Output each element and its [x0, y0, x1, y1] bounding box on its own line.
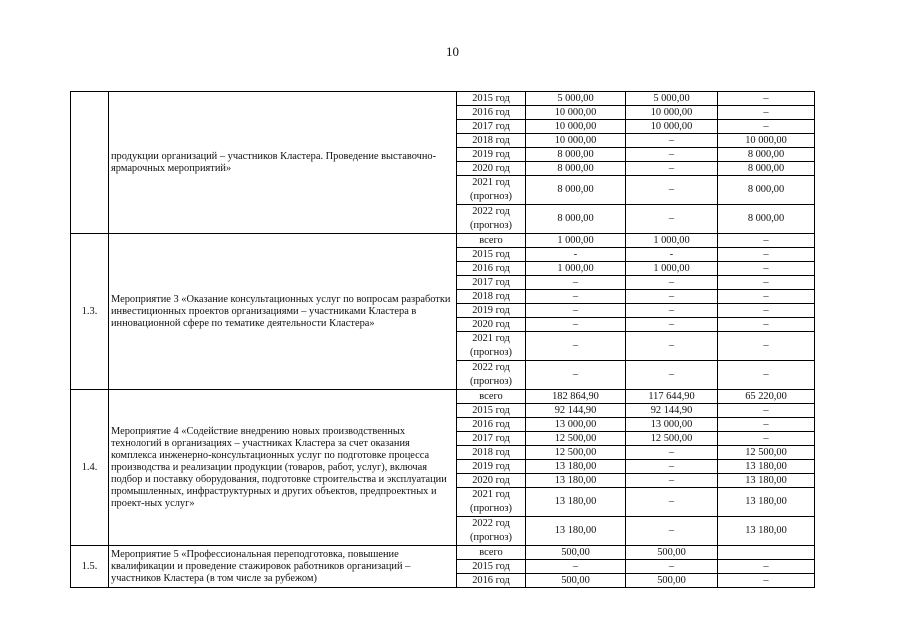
period-cell: 2016 год — [457, 574, 526, 588]
regional-amount-cell: – — [718, 92, 815, 106]
table-row — [71, 92, 815, 106]
total-amount-cell: 12 500,00 — [526, 446, 626, 460]
federal-amount-cell: 12 500,00 — [626, 432, 718, 446]
regional-amount-cell: – — [718, 318, 815, 332]
federal-amount-cell: 1 000,00 — [626, 262, 718, 276]
total-amount-cell: 8 000,00 — [526, 148, 626, 162]
regional-amount-cell — [718, 546, 815, 560]
regional-amount-cell: 13 180,00 — [718, 460, 815, 474]
page-number: 10 — [446, 44, 459, 59]
federal-amount-cell: 92 144,90 — [626, 404, 718, 418]
federal-amount-cell: 500,00 — [626, 546, 718, 560]
federal-amount-cell: - — [626, 248, 718, 262]
period-cell: 2017 год — [457, 432, 526, 446]
period-cell: всего — [457, 546, 526, 560]
federal-amount-cell: – — [626, 332, 718, 361]
total-amount-cell: 10 000,00 — [526, 134, 626, 148]
total-amount-cell: – — [526, 318, 626, 332]
total-amount-cell: 8 000,00 — [526, 162, 626, 176]
total-amount-cell: 8 000,00 — [526, 205, 626, 234]
period-cell: 2019 год — [457, 304, 526, 318]
federal-amount-cell: – — [626, 517, 718, 546]
total-amount-cell: 10 000,00 — [526, 106, 626, 120]
federal-amount-cell: – — [626, 318, 718, 332]
federal-amount-cell: 10 000,00 — [626, 106, 718, 120]
regional-amount-cell: – — [718, 290, 815, 304]
federal-amount-cell: 5 000,00 — [626, 92, 718, 106]
federal-amount-cell: – — [626, 162, 718, 176]
section-description: Мероприятие 4 «Содействие внедрению новых производственных технологий в организациях – участниках Кластера за счет оказания комплекса инженерно-консультационных услуг по подготовке процесса производства и реализации продукции (товаров, работ, услуг), включая подбор и поставку оборудования, подготовке строительства и эксплуатации промышленных, инфраструктурных и других объектов, предпроектных и проект-ных услуг» — [109, 390, 457, 546]
table-row — [71, 234, 815, 248]
period-cell: 2017 год — [457, 120, 526, 134]
regional-amount-cell: 13 180,00 — [718, 474, 815, 488]
federal-amount-cell: – — [626, 304, 718, 318]
period-cell: 2015 год — [457, 560, 526, 574]
regional-amount-cell: 12 500,00 — [718, 446, 815, 460]
total-amount-cell: 13 180,00 — [526, 517, 626, 546]
regional-amount-cell: 8 000,00 — [718, 162, 815, 176]
regional-amount-cell: – — [718, 106, 815, 120]
regional-amount-cell: – — [718, 404, 815, 418]
federal-amount-cell: 117 644,90 — [626, 390, 718, 404]
period-cell: 2021 год (прогноз) — [457, 332, 526, 361]
total-amount-cell: 5 000,00 — [526, 92, 626, 106]
period-cell: всего — [457, 234, 526, 248]
regional-amount-cell: 8 000,00 — [718, 176, 815, 205]
federal-amount-cell: – — [626, 560, 718, 574]
regional-amount-cell: – — [718, 234, 815, 248]
total-amount-cell: – — [526, 361, 626, 390]
regional-amount-cell: 10 000,00 — [718, 134, 815, 148]
section-number: 1.4. — [71, 390, 109, 546]
period-cell: 2016 год — [457, 418, 526, 432]
federal-amount-cell: – — [626, 276, 718, 290]
federal-amount-cell: 500,00 — [626, 574, 718, 588]
period-cell: 2016 год — [457, 262, 526, 276]
total-amount-cell: – — [526, 290, 626, 304]
federal-amount-cell: – — [626, 488, 718, 517]
regional-amount-cell: 8 000,00 — [718, 148, 815, 162]
regional-amount-cell: – — [718, 248, 815, 262]
regional-amount-cell: – — [718, 418, 815, 432]
total-amount-cell: 500,00 — [526, 574, 626, 588]
regional-amount-cell: – — [718, 361, 815, 390]
period-cell: 2022 год (прогноз) — [457, 517, 526, 546]
total-amount-cell: 500,00 — [526, 546, 626, 560]
total-amount-cell: 12 500,00 — [526, 432, 626, 446]
total-amount-cell: 13 000,00 — [526, 418, 626, 432]
federal-amount-cell: 13 000,00 — [626, 418, 718, 432]
period-cell: 2019 год — [457, 148, 526, 162]
total-amount-cell: 182 864,90 — [526, 390, 626, 404]
total-amount-cell: – — [526, 332, 626, 361]
section-description: продукции организаций – участников Кластера. Проведение выставочно-ярмарочных мероприятий» — [109, 92, 457, 234]
total-amount-cell: 1 000,00 — [526, 262, 626, 276]
funding-table — [70, 91, 815, 588]
total-amount-cell: 10 000,00 — [526, 120, 626, 134]
table-row — [71, 546, 815, 560]
period-cell: 2016 год — [457, 106, 526, 120]
federal-amount-cell: – — [626, 361, 718, 390]
period-cell: 2020 год — [457, 162, 526, 176]
period-cell: 2018 год — [457, 134, 526, 148]
period-cell: всего — [457, 390, 526, 404]
table-row — [71, 390, 815, 404]
period-cell: 2018 год — [457, 290, 526, 304]
regional-amount-cell: – — [718, 120, 815, 134]
period-cell: 2017 год — [457, 276, 526, 290]
federal-amount-cell: – — [626, 148, 718, 162]
federal-amount-cell: – — [626, 474, 718, 488]
regional-amount-cell: – — [718, 332, 815, 361]
total-amount-cell: 13 180,00 — [526, 474, 626, 488]
period-cell: 2022 год (прогноз) — [457, 361, 526, 390]
federal-amount-cell: 10 000,00 — [626, 120, 718, 134]
section-number — [71, 92, 109, 234]
regional-amount-cell: 13 180,00 — [718, 517, 815, 546]
regional-amount-cell: 13 180,00 — [718, 488, 815, 517]
total-amount-cell: 8 000,00 — [526, 176, 626, 205]
period-cell: 2018 год — [457, 446, 526, 460]
federal-amount-cell: – — [626, 446, 718, 460]
period-cell: 2020 год — [457, 474, 526, 488]
section-description: Мероприятие 5 «Профессиональная переподготовка, повышение квалификации и проведение стажировок работников организаций – участников Кластера (в том числе за рубежом) — [109, 546, 457, 588]
regional-amount-cell: 65 220,00 — [718, 390, 815, 404]
regional-amount-cell: – — [718, 432, 815, 446]
federal-amount-cell: – — [626, 205, 718, 234]
section-description: Мероприятие 3 «Оказание консультационных услуг по вопросам разработки инвестиционных проектов организациями – участниками Кластера в инновационной сфере по тематике деятельности Кластера» — [109, 234, 457, 390]
total-amount-cell: - — [526, 248, 626, 262]
period-cell: 2021 год (прогноз) — [457, 488, 526, 517]
period-cell: 2015 год — [457, 92, 526, 106]
period-cell: 2015 год — [457, 404, 526, 418]
regional-amount-cell: – — [718, 262, 815, 276]
regional-amount-cell: – — [718, 276, 815, 290]
regional-amount-cell: – — [718, 304, 815, 318]
total-amount-cell: – — [526, 560, 626, 574]
federal-amount-cell: 1 000,00 — [626, 234, 718, 248]
total-amount-cell: – — [526, 304, 626, 318]
total-amount-cell: 13 180,00 — [526, 460, 626, 474]
regional-amount-cell: 8 000,00 — [718, 205, 815, 234]
federal-amount-cell: – — [626, 134, 718, 148]
federal-amount-cell: – — [626, 176, 718, 205]
total-amount-cell: 1 000,00 — [526, 234, 626, 248]
period-cell: 2019 год — [457, 460, 526, 474]
total-amount-cell: 92 144,90 — [526, 404, 626, 418]
total-amount-cell: 13 180,00 — [526, 488, 626, 517]
section-number: 1.5. — [71, 546, 109, 588]
period-cell: 2015 год — [457, 248, 526, 262]
federal-amount-cell: – — [626, 290, 718, 304]
period-cell: 2022 год (прогноз) — [457, 205, 526, 234]
federal-amount-cell: – — [626, 460, 718, 474]
period-cell: 2021 год (прогноз) — [457, 176, 526, 205]
regional-amount-cell: – — [718, 574, 815, 588]
regional-amount-cell: – — [718, 560, 815, 574]
period-cell: 2020 год — [457, 318, 526, 332]
section-number: 1.3. — [71, 234, 109, 390]
total-amount-cell: – — [526, 276, 626, 290]
